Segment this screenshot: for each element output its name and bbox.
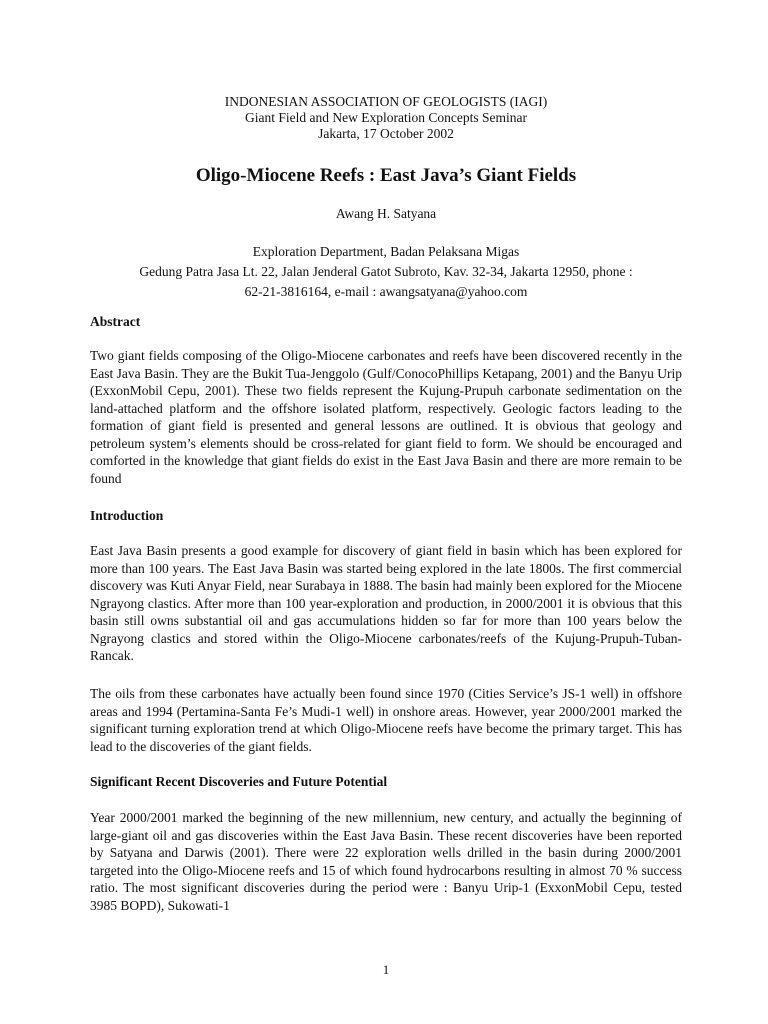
affiliation-contact: 62-21-3816164, e-mail : awangsatyana@yahoo.com	[244, 284, 528, 299]
introduction-paragraph-1: East Java Basin presents a good example for discovery of giant field in basin which has been explored for more than 100 years. The East Java Basin was started being explored in the late 1800s. The first commercial discovery was Kuti Anyar Field, near Surabaya in 1888. The basin had mainly been explored for the Miocene Ngrayong clastics. After more than 100 year-exploration and production, in 2000/2001 it is obvious that this basin still owns substantial oil and gas accumulations hidden so far for more than 100 years below the Ngrayong clastics and stored within the Oligo-Miocene carbonates/reefs of the Kujung-Prupuh-Tuban-Rancak.	[90, 543, 682, 663]
affiliation-dept: Exploration Department, Badan Pelaksana Migas	[252, 244, 520, 259]
introduction-heading: Introduction	[90, 508, 164, 523]
affiliation-address: Gedung Patra Jasa Lt. 22, Jalan Jenderal Gatot Subroto, Kav. 32-34, Jakarta 12950, phone :	[139, 264, 633, 279]
discoveries-heading: Significant Recent Discoveries and Future Potential	[90, 774, 388, 789]
header-seminar: Giant Field and New Exploration Concepts Seminar	[245, 110, 527, 125]
author-name: Awang H. Satyana	[335, 206, 437, 221]
page-number: 1	[382, 962, 390, 977]
paper-title: Oligo-Miocene Reefs : East Java’s Giant Fields	[195, 165, 577, 186]
affiliation-block	[90, 242, 682, 302]
introduction-paragraph-2: The oils from these carbonates have actually been found since 1970 (Cities Service’s JS-1 well) in offshore areas and 1994 (Pertamina-Santa Fe’s Mudi-1 well) in onshore areas. However, year 2000/2001 marked the significant turning exploration trend at which Oligo-Miocene reefs have become the primary target. This has lead to the discoveries of the giant fields.	[90, 686, 682, 754]
abstract-paragraph: Two giant fields composing of the Oligo-Miocene carbonates and reefs have been discovered recently in the East Java Basin. They are the Bukit Tua-Jenggolo (Gulf/ConocoPhillips Ketapang, 2001) and the Banyu Urip (ExxonMobil Cepu, 2001). These two fields represent the Kujung-Prupuh carbonate sedimentation on the land-attached platform and the offshore isolated platform, respectively. Geologic factors leading to the formation of giant field is presented and general lessons are outlined. It is obvious that geology and petroleum system’s elements should be cross-related for giant field to form. We should be encouraged and comforted in the knowledge that giant fields do exist in the East Java Basin and there are more remain to be found	[90, 348, 682, 486]
document-page	[90, 0, 682, 1024]
discoveries-paragraph-1: Year 2000/2001 marked the beginning of the new millennium, new century, and actually the beginning of large-giant oil and gas discoveries within the East Java Basin. These recent discoveries have been reported by Satyana and Darwis (2001). There were 22 exploration wells drilled in the basin during 2000/2001 targeted into the Oligo-Miocene reefs and 15 of which found hydrocarbons resulting in almost 70 % success ratio. The most significant discoveries during the period were : Banyu Urip-1 (ExxonMobil Cepu, tested 3985 BOPD), Sukowati-1	[90, 810, 682, 913]
header-org: INDONESIAN ASSOCIATION OF GEOLOGISTS (IAGI)	[224, 94, 548, 109]
header-block	[90, 94, 682, 142]
abstract-heading: Abstract	[90, 314, 141, 329]
header-place-date: Jakarta, 17 October 2002	[318, 126, 454, 141]
